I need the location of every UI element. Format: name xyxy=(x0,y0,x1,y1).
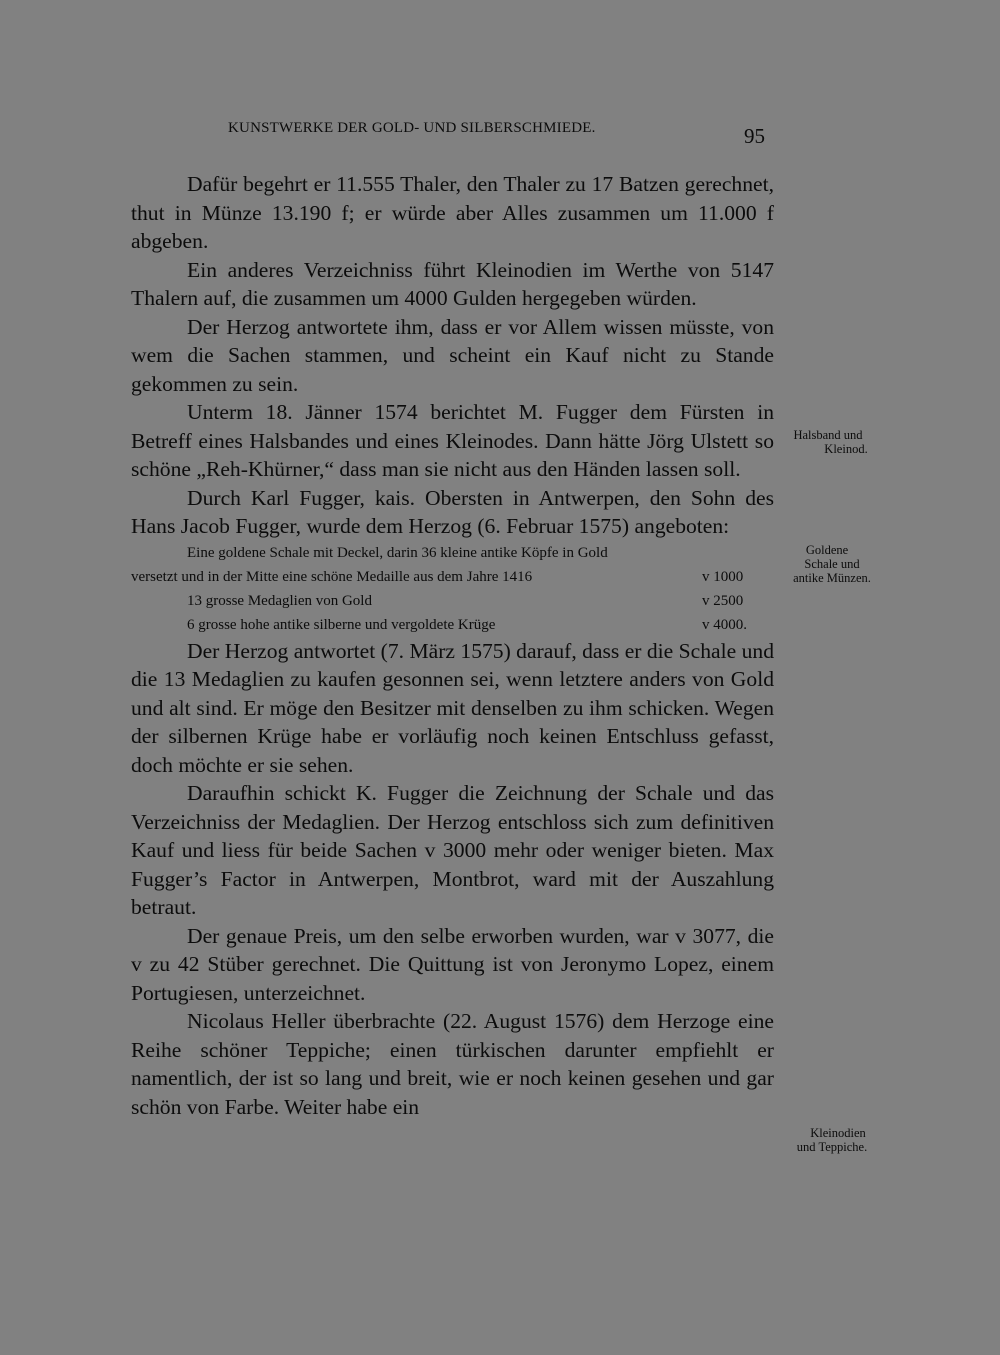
offer-price: v 4000. xyxy=(702,616,747,633)
margin-note-line: antike Münzen. xyxy=(793,571,871,585)
running-header: KUNSTWERKE DER GOLD- UND SILBERSCHMIEDE. xyxy=(228,120,596,136)
margin-note-schale xyxy=(772,543,892,585)
margin-note-line: Kleinod. xyxy=(824,442,868,456)
paragraph-8: Der genaue Preis, um den selbe erworben wurden, war v 3077, die v zu 42 Stüber gerechnet. Die Quittung ist von Jeronymo Lopez, einem Portugiesen, unterzeichnet. xyxy=(131,923,774,1005)
paragraph-1: Dafür begehrt er 11.555 Thaler, den Thaler zu 17 Batzen gerechnet, thut in Münze 13.190 f; er würde aber Alles zusammen um 11.000 f abgeben. xyxy=(131,172,774,253)
paragraph-7: Daraufhin schickt K. Fugger die Zeichnung der Schale und das Verzeichniss der Medaglien. Der Herzog entschloss sich zum definitiven Kauf und liess für beide Sachen v 3000 mehr oder weniger bieten. Max Fugger’s Factor in Antwerpen, Montbrot, ward mit der Auszahlung betraut. xyxy=(131,781,774,919)
margin-note-halsband xyxy=(768,428,888,456)
margin-note-line: Schale und xyxy=(804,557,860,571)
offer-desc: 13 grosse Medaglien von Gold xyxy=(187,592,372,609)
offer-row-2 xyxy=(131,589,774,613)
offer-desc: Eine goldene Schale mit Deckel, darin 36 kleine antike Köpfe in Gold xyxy=(187,544,608,561)
margin-note-line: und Teppiche. xyxy=(796,1140,868,1154)
offer-table xyxy=(131,541,774,637)
paragraph-2: Ein anderes Verzeichniss führt Kleinodien im Werthe von 5147 Thalern auf, die zusammen um 4000 Gulden hergegeben würden. xyxy=(131,257,774,310)
margin-note-line: Halsband und xyxy=(793,428,863,442)
offer-desc: 6 grosse hohe antike silberne und vergoldete Krüge xyxy=(187,616,496,633)
paragraph-9: Nicolaus Heller überbrachte (22. August 1576) dem Herzoge eine Reihe schöner Teppiche; einen türkischen darunter empfiehlt er namentlich, der ist so lang und breit, wie er noch keinen gesehen und gar schön von Farbe. Weiter habe ein xyxy=(131,1009,774,1119)
offer-price: v 2500 xyxy=(702,592,744,609)
margin-note-line: Goldene xyxy=(805,543,849,557)
margin-note-line: Kleinodien xyxy=(810,1126,866,1140)
paragraph-3: Der Herzog antwortete ihm, dass er vor Allem wissen müsste, von wem die Sachen stammen, und scheint ein Kauf nicht zu Stande gekommen zu sein. xyxy=(131,314,774,396)
page-number: 95 xyxy=(744,124,765,148)
paragraph-4: Unterm 18. Jänner 1574 berichtet M. Fugger dem Fürsten in Betreff eines Halsbandes und eines Kleinodes. Dann hätte Jörg Ulstett so schöne „Reh-Khürner,“ dass man sie nicht aus den Händen lassen soll. xyxy=(131,400,774,481)
paragraph-6: Der Herzog antwortet (7. März 1575) darauf, dass er die Schale und die 13 Medaglien zu kaufen gesonnen sei, wenn letztere anders von Gold und alt sind. Er möge den Besitzer mit denselben zu ihm schicken. Wegen der silbernen Krüge habe er vorläufig noch keinen Entschluss gefasst, doch möchte er sie sehen. xyxy=(131,638,775,777)
body-text xyxy=(131,170,774,1121)
paragraph-5: Durch Karl Fugger, kais. Obersten in Antwerpen, den Sohn des Hans Jacob Fugger, wurde dem Herzog (6. Februar 1575) angeboten: xyxy=(131,485,774,538)
margin-note-kleinodien xyxy=(772,1126,892,1154)
offer-price: v 1000 xyxy=(702,568,744,585)
offer-desc: versetzt und in der Mitte eine schöne Medaille aus dem Jahre 1416 xyxy=(131,568,533,585)
offer-row-1a xyxy=(131,541,774,565)
offer-row-3 xyxy=(131,613,774,637)
offer-row-1b xyxy=(131,565,774,589)
